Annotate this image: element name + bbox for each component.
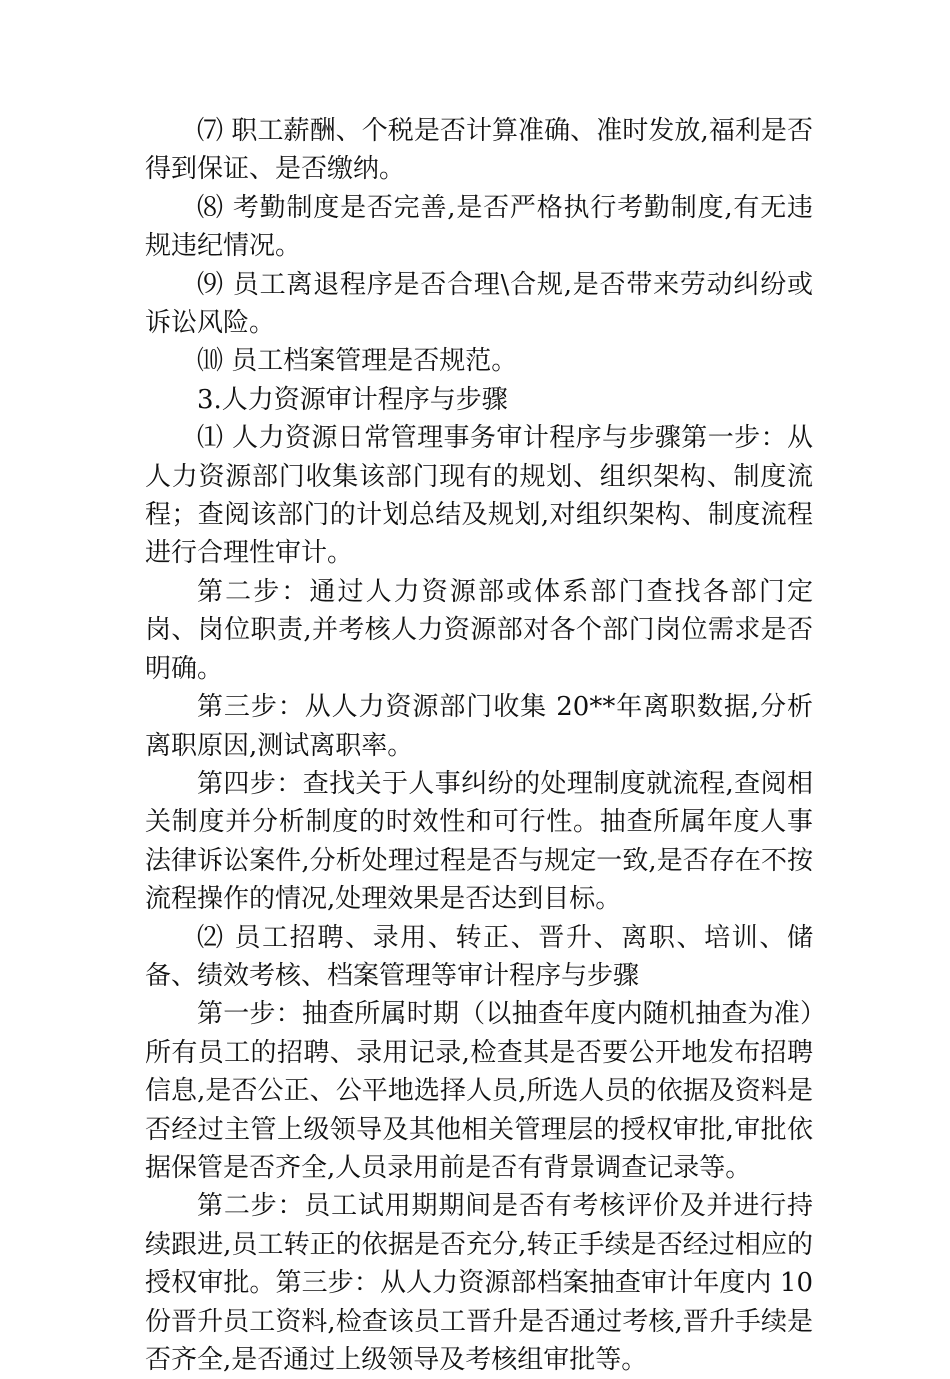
paragraph-recruitment-heading: ⑵ 员工招聘、录用、转正、晋升、离职、培训、储备、绩效考核、档案管理等审计程序与步骤 [145, 922, 813, 991]
paragraph-recruitment-step-1: 第一步：抽查所属时期（以抽查年度内随机抽查为准）所有员工的招聘、录用记录,检查其是否要公开地发布招聘信息,是否公正、公平地选择人员,所选人员的依据及资料是否经过主管上级领导及其他相关管理层的授权审批,审批依据保管是否齐全,人员录用前是否有背景调查记录等。 [145, 999, 813, 1183]
paragraph-step-3: 第三步：从人力资源部门收集 20**年离职数据,分析离职原因,测试离职率。 [145, 692, 813, 761]
paragraph-recruitment-step-2-3: 第二步：员工试用期期间是否有考核评价及并进行持续跟进,员工转正的依据是否充分,转正手续是否经过相应的授权审批。第三步：从人力资源部档案抽查审计年度内 10份晋升员工资料,检查该员工晋升是否通过考核,晋升手续是否齐全,是否通过上级领导及考核组审批等。 [145, 1191, 813, 1375]
document-body [145, 112, 813, 1379]
paragraph-step-2: 第二步：通过人力资源部或体系部门查找各部门定岗、岗位职责,并考核人力资源部对各个部门岗位需求是否明确。 [145, 576, 813, 684]
paragraph-resignation: ⑼ 员工离退程序是否合理\合规,是否带来劳动纠纷或诉讼风险。 [145, 269, 813, 339]
paragraph-salary-tax: ⑺ 职工薪酬、个税是否计算准确、准时发放,福利是否得到保证、是否缴纳。 [145, 116, 813, 185]
paragraph-attendance: ⑻ 考勤制度是否完善,是否严格执行考勤制度,有无违规违纪情况。 [145, 192, 813, 262]
paragraph-step-4: 第四步：查找关于人事纠纷的处理制度就流程,查阅相关制度并分析制度的时效性和可行性。抽查所属年度人事法律诉讼案件,分析处理过程是否与规定一致,是否存在不按流程操作的情况,处理效果是否达到目标。 [145, 768, 813, 915]
paragraph-archives: ⑽ 员工档案管理是否规范。 [197, 346, 518, 377]
section-heading-audit-procedure: 3.人力资源审计程序与步骤 [197, 384, 508, 415]
paragraph-daily-management-step-1: ⑴ 人力资源日常管理事务审计程序与步骤第一步：从人力资源部门收集该部门现有的规划、组织架构、制度流程；查阅该部门的计划总结及规划,对组织架构、制度流程进行合理性审计。 [145, 423, 813, 569]
